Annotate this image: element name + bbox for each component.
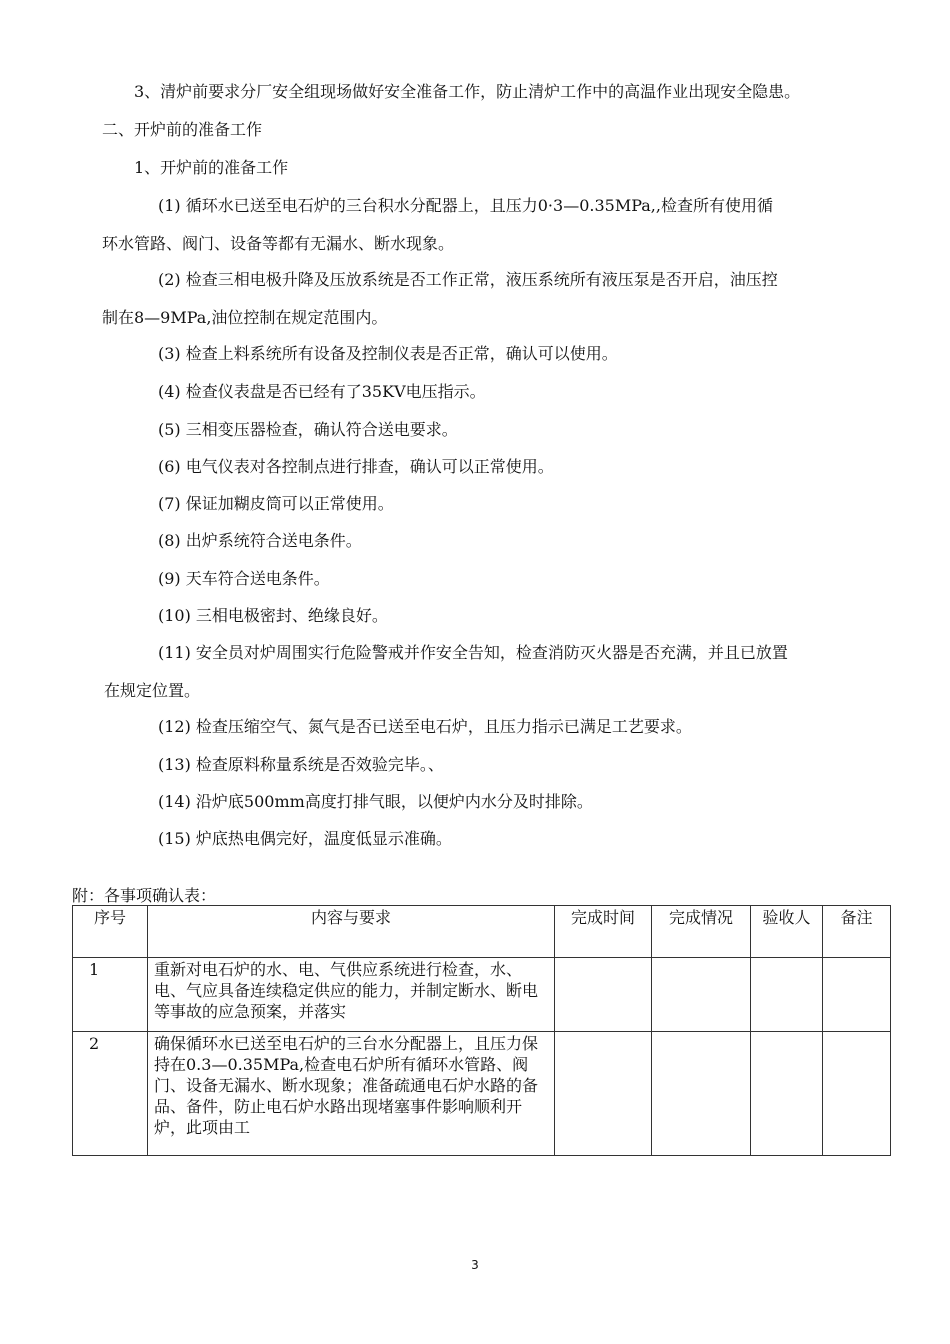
confirmation-table (72, 905, 891, 1156)
header-remark: 备注 (823, 906, 891, 958)
check-item-7: (7) 保证加糊皮筒可以正常使用。 (158, 494, 394, 513)
row-content (148, 958, 555, 1032)
row-content (148, 1032, 555, 1156)
check-item-12: (12) 检查压缩空气、氮气是否已送至电石炉，且压力指示已满足工艺要求。 (158, 717, 692, 736)
check-item-1-line2: 环水管路、阀门、设备等都有无漏水、断水现象。 (102, 234, 455, 253)
check-item-2-line2: 制在8—9MPa,油位控制在规定范围内。 (102, 308, 388, 327)
check-item-8: (8) 出炉系统符合送电条件。 (158, 531, 362, 550)
table-header-row (73, 906, 891, 958)
row-no: 1 (73, 958, 148, 1032)
check-item-4: (4) 检查仪表盘是否已经有了35KV电压指示。 (158, 382, 486, 401)
check-item-3: (3) 检查上料系统所有设备及控制仪表是否正常，确认可以使用。 (158, 344, 618, 363)
check-item-6: (6) 电气仪表对各控制点进行排查，确认可以正常使用。 (158, 457, 554, 476)
row-remark-cell[interactable] (823, 1032, 891, 1156)
header-status: 完成情况 (652, 906, 751, 958)
row-time-cell[interactable] (555, 1032, 652, 1156)
check-item-2-line1: (2) 检查三相电极升降及压放系统是否工作正常，液压系统所有液压泵是否开启，油压控 (158, 270, 778, 289)
row-time-cell[interactable] (555, 958, 652, 1032)
check-item-10: (10) 三相电极密封、绝缘良好。 (158, 606, 388, 625)
check-item-9: (9) 天车符合送电条件。 (158, 569, 330, 588)
check-item-13: (13) 检查原料称量系统是否效验完毕。、 (158, 755, 444, 774)
header-time: 完成时间 (555, 906, 652, 958)
check-item-11-line1: (11) 安全员对炉周围实行危险警戒并作安全告知，检查消防灭火器是否充满，并且已放置 (158, 643, 788, 662)
row-status-cell[interactable] (652, 1032, 751, 1156)
row-remark-cell[interactable] (823, 958, 891, 1032)
table-row (73, 1032, 891, 1156)
check-item-1-line1: (1) 循环水已送至电石炉的三台积水分配器上，且压力0·3—0.35MPa,,检查所有使用循 (158, 196, 773, 215)
check-item-14: (14) 沿炉底500mm高度打排气眼，以便炉内水分及时排除。 (158, 792, 593, 811)
check-item-11-line2: 在规定位置。 (104, 681, 201, 700)
check-item-15: (15) 炉底热电偶完好，温度低显示准确。 (158, 829, 452, 848)
paragraph-item-3: 3、清炉前要求分厂安全组现场做好安全准备工作，防止清炉工作中的高温作业出现安全隐患。 (134, 82, 801, 101)
row-content-text: 重新对电石炉的水、电、气供应系统进行检查，水、电、气应具备连续稳定供应的能力，并制定断水、断电等事故的应急预案，并落实 (154, 960, 539, 1021)
section-heading-2: 二、开炉前的准备工作 (102, 120, 263, 139)
subsection-heading-1: 1、开炉前的准备工作 (134, 158, 289, 177)
page-number: 3 (471, 1258, 479, 1272)
row-no: 2 (73, 1032, 148, 1156)
header-no: 序号 (73, 906, 148, 958)
table-row (73, 958, 891, 1032)
row-checker-cell[interactable] (751, 1032, 823, 1156)
table-caption: 附：各事项确认表： (72, 886, 217, 905)
row-content-text: 确保循环水已送至电石炉的三台水分配器上，且压力保持在0.3—0.35MPa,检查电石炉所有循环水管路、阀门、设备无漏水、断水现象；准备疏通电石炉水路的备品、备件，防止电石炉水路出现堵塞事件影响顺利开炉，此项由工 (154, 1034, 539, 1137)
check-item-5: (5) 三相变压器检查，确认符合送电要求。 (158, 420, 458, 439)
row-status-cell[interactable] (652, 958, 751, 1032)
header-content: 内容与要求 (148, 906, 555, 958)
row-checker-cell[interactable] (751, 958, 823, 1032)
header-checker: 验收人 (751, 906, 823, 958)
